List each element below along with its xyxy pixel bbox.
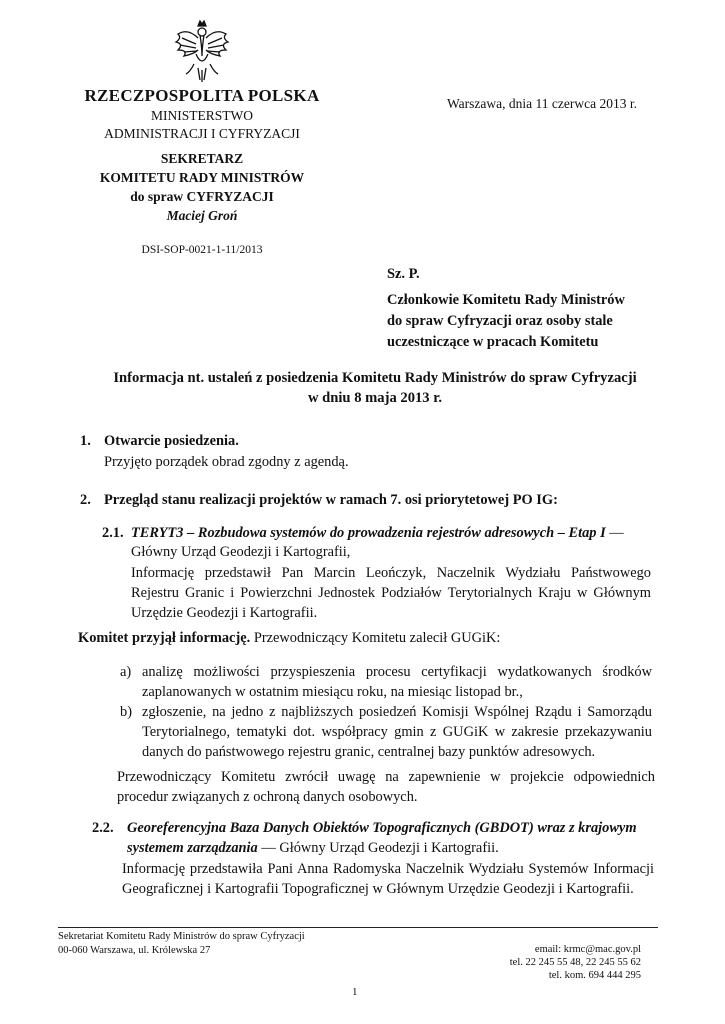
footer-tel: tel. 22 245 55 48, 22 245 55 62	[509, 957, 641, 968]
section-2-1-dash: —	[605, 525, 624, 541]
section-2-heading: Przegląd stanu realizacji projektów w ramach 7. osi priorytetowej PO IG:	[104, 492, 558, 508]
role-line-3: do spraw CYFRYZACJI	[130, 189, 274, 204]
item-b-text: zgłoszenie, na jedno z najbliższych posiedzeń Komisji Wspólnej Rządu i Samorządu Terytorialnego, tematyki dot. współpracy gmin z GUGiK w zakresie przekazywaniu danych do państwowego rejestru granic, centralnej bazy punktów adresowych.	[142, 704, 652, 760]
section-2-2-heading	[127, 818, 655, 858]
section-1-number: 1.	[80, 433, 91, 449]
document-title-line-1: Informacja nt. ustaleń z posiedzenia Komitetu Rady Ministrów do spraw Cyfryzacji	[113, 370, 637, 386]
section-2-number: 2.	[80, 492, 91, 508]
addressee-salutation: Sz. P.	[387, 266, 420, 282]
addressee-line-1: Członkowie Komitetu Rady Ministrów	[387, 292, 625, 308]
item-a-text: analizę możliwości przyspieszenia procesu certyfikacji wydatkowanych środków zaplanowanych w ostatnim miesiącu roku, na miesiąc listopad br.,	[142, 664, 652, 700]
document-title-line-2: w dniu 8 maja 2013 r.	[307, 390, 443, 406]
committee-decision-bold: Komitet przyjął informację.	[78, 630, 251, 646]
section-2-1-org: Główny Urząd Geodezji i Kartografii,	[131, 544, 351, 560]
addressee-line-3: uczestniczące w pracach Komitetu	[387, 334, 599, 350]
place-date: Warszawa, dnia 11 czerwca 2013 r.	[447, 96, 637, 111]
ministry-line-2: ADMINISTRACJI I CYFRYZACJI	[104, 126, 300, 141]
section-2-1-info: Informację przedstawił Pan Marcin Leończyk, Naczelnik Wydziału Państwowego Rejestru Granic i Powierzchni Jednostek Podziałów Terytorialnych Kraju w Głównym Urzędzie Geodezji i Kartografii.	[131, 565, 651, 621]
committee-decision	[78, 628, 500, 648]
section-1-text: Przyjęto porządek obrad zgodny z agendą.	[104, 454, 349, 470]
country-name: RZECZPOSPOLITA POLSKA	[84, 86, 320, 105]
section-2-2-org: — Główny Urząd Geodezji i Kartografii.	[257, 840, 499, 856]
item-a-label: a)	[120, 664, 132, 680]
section-2-2-title: Georeferencyjna Baza Danych Obiektów Topograficznych (GBDOT) wraz z krajowym systemem zarządzania	[127, 820, 637, 856]
role-line-2: KOMITETU RADY MINISTRÓW	[99, 170, 305, 185]
addressee-line-2: do spraw Cyfryzacji oraz osoby stale	[387, 313, 613, 329]
footer-left-line-2: 00-060 Warszawa, ul. Królewska 27	[58, 945, 211, 956]
footer-divider	[58, 927, 658, 928]
item-b-label: b)	[120, 704, 132, 720]
ministry-line-1: MINISTERSTWO	[151, 108, 253, 123]
section-2-1-title-line	[131, 523, 624, 543]
role-line-1: SEKRETARZ	[160, 151, 244, 166]
committee-decision-rest: Przewodniczący Komitetu zalecił GUGiK:	[250, 630, 501, 646]
section-2-2-info: Informację przedstawiła Pani Anna Radomyska Naczelnik Wydziału Systemów Informacji Geograficznej i Kartografii Topograficznej w Głównym Urzędzie Geodezji i Kartografii.	[122, 861, 654, 897]
footer-tel-kom: tel. kom. 694 444 295	[548, 970, 641, 981]
section-2-1-title: TERYT3 – Rozbudowa systemów do prowadzenia rejestrów adresowych – Etap I	[131, 525, 606, 541]
section-2-1-number: 2.1.	[102, 525, 124, 541]
page-number: 1	[352, 986, 358, 998]
chair-note: Przewodniczący Komitetu zwrócił uwagę na zapewnienie w projekcie odpowiednich procedur związanych z ochroną danych osobowych.	[117, 769, 655, 805]
section-2-2-number: 2.2.	[92, 820, 114, 836]
footer-left-line-1: Sekretariat Komitetu Rady Ministrów do spraw Cyfryzacji	[58, 931, 305, 942]
reference-number: DSI-SOP-0021-1-11/2013	[141, 244, 263, 256]
person-name: Maciej Groń	[166, 208, 238, 223]
polish-eagle-emblem-icon	[170, 18, 234, 84]
section-1-heading: Otwarcie posiedzenia.	[104, 433, 239, 449]
footer-email: email: krmc@mac.gov.pl	[534, 944, 641, 955]
